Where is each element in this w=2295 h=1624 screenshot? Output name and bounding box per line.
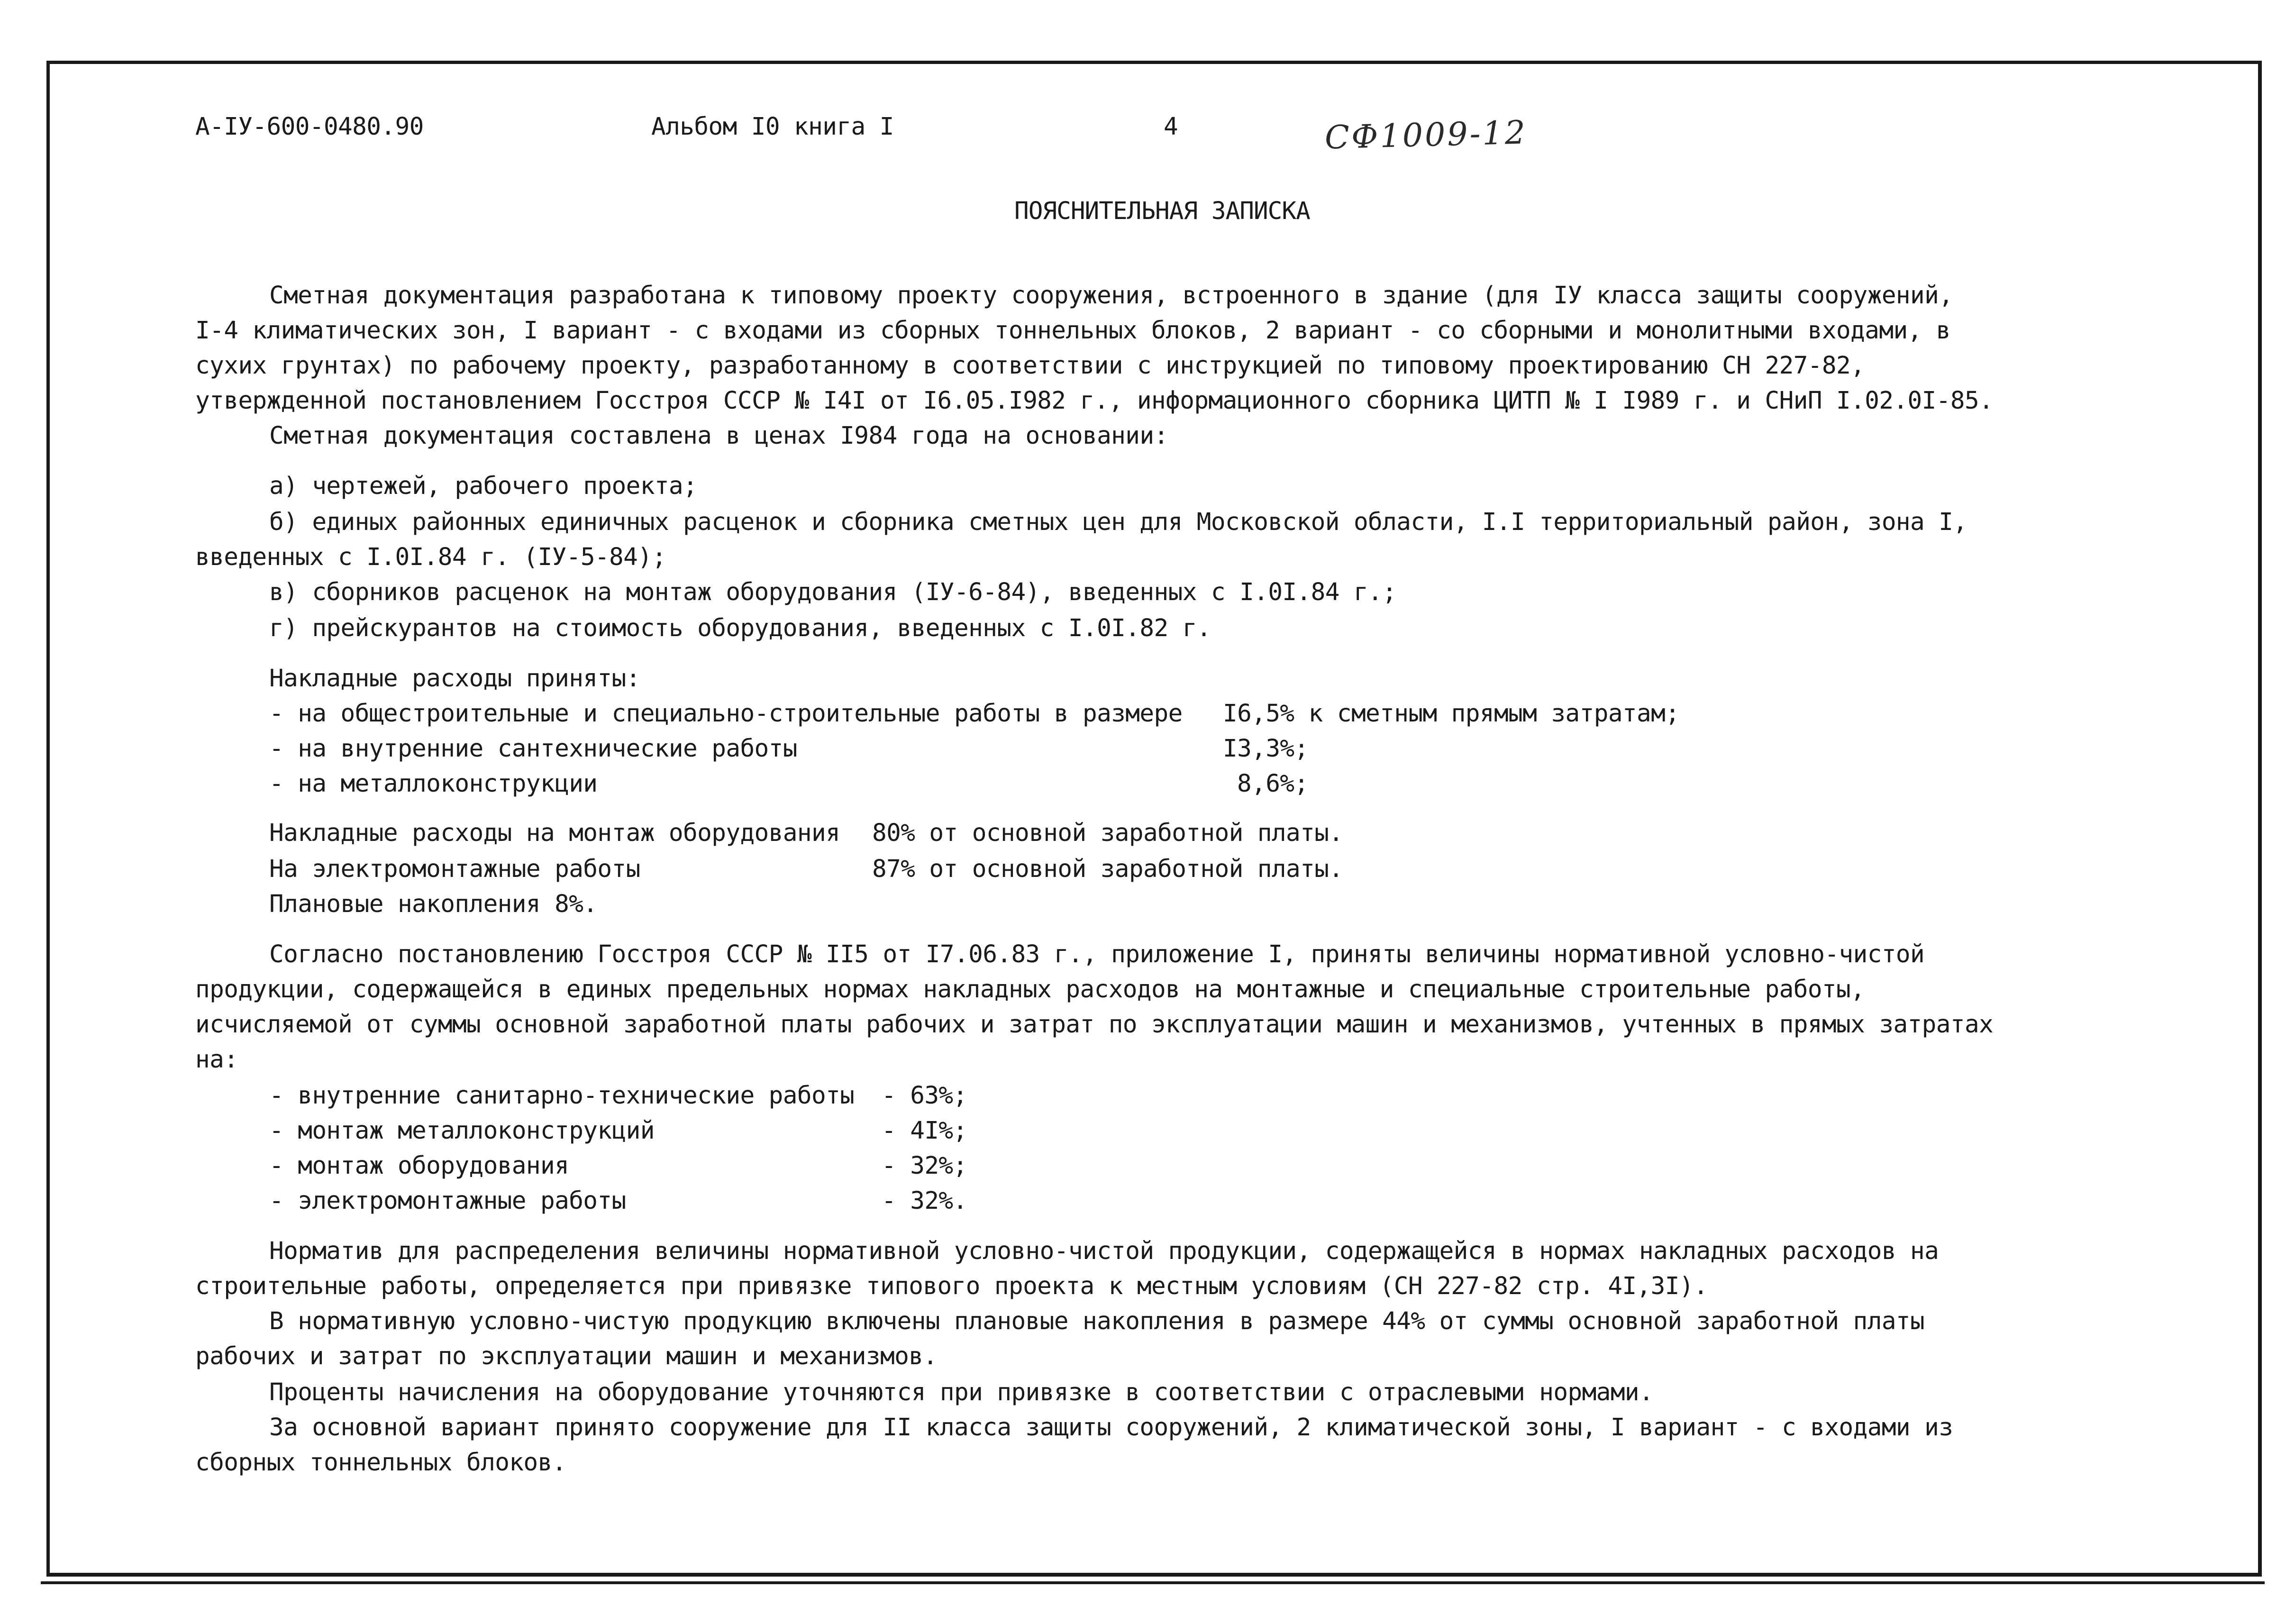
- list-item-b-line2: введенных с I.0I.84 г. (IУ-5-84);: [195, 543, 666, 571]
- para5-line1: В нормативную условно-чистую продукцию включены плановые накопления в размере 44% от суммы основной заработной платы: [269, 1307, 1925, 1335]
- album-info: Альбом I0 книга I: [651, 113, 894, 141]
- list-item-b-line1: б) единых районных единичных расценок и сборника сметных цен для Московской области, I.I территориальный район, зона I,: [269, 508, 1967, 536]
- overhead-row-value: I3,3%;: [1223, 735, 1309, 763]
- norm-value: - 4I%;: [882, 1117, 967, 1145]
- list-item-g: г) прейскурантов на стоимость оборудования, введенных с I.0I.82 г.: [269, 614, 1211, 642]
- norm-value: - 32%.: [882, 1187, 967, 1215]
- install-row-label: Накладные расходы на монтаж оборудования: [269, 819, 840, 847]
- para4-line2: строительные работы, определяется при привязке типового проекта к местным условиям (СН 227-82 стр. 4I,3I).: [195, 1272, 1708, 1300]
- planned-savings: Плановые накопления 8%.: [269, 890, 598, 918]
- install-row-value: 80% от основной заработной платы.: [872, 819, 1343, 847]
- para1-line3: сухих грунтах) по рабочему проекту, разработанному в соответствии с инструкцией по типовому проектированию СН 227-82,: [195, 352, 1865, 380]
- para3-line1: Согласно постановлению Госстроя СССР № II5 от I7.06.83 г., приложение I, приняты величины нормативной условно-чистой: [269, 940, 1925, 968]
- norm-label: - электромонтажные работы: [269, 1187, 626, 1215]
- para3-line4: на:: [195, 1046, 238, 1074]
- overhead-heading: Накладные расходы приняты:: [269, 665, 640, 693]
- para6: Проценты начисления на оборудование уточняются при привязке в соответствии с отраслевыми нормами.: [269, 1378, 1654, 1406]
- handwritten-stamp: СФ1009-12: [1324, 114, 1528, 157]
- para1-line2: I-4 климатических зон, I вариант - с входами из сборных тоннельных блоков, 2 вариант - со сборными и монолитными входами, в: [195, 317, 1950, 345]
- page-number: 4: [1164, 113, 1178, 141]
- norm-label: - монтаж оборудования: [269, 1152, 569, 1180]
- para1-line1: Сметная документация разработана к типовому проекту сооружения, встроенного в здание (для IУ класса защиты сооружений,: [269, 282, 1953, 310]
- overhead-row-value: 8,6%;: [1237, 770, 1309, 798]
- list-item-a: а) чертежей, рабочего проекта;: [269, 472, 698, 500]
- para4-line1: Норматив для распределения величины нормативной условно-чистой продукции, содержащейся в нормах накладных расходов на: [269, 1237, 1939, 1265]
- norm-label: - монтаж металлоконструкций: [269, 1117, 655, 1145]
- overhead-row-label: - на металлоконструкции: [269, 770, 598, 798]
- para1-line4: утвержденной постановлением Госстроя СССР № I4I от I6.05.I982 г., информационного сборника ЦИТП № I I989 г. и СНиП I.02.0I-85.: [195, 387, 1994, 415]
- bottom-rule: [41, 1581, 2265, 1584]
- para3-line2: продукции, содержащейся в единых предельных нормах накладных расходов на монтажные и специальные строительные работы,: [195, 976, 1865, 1004]
- norm-label: - внутренние санитарно-технические работы: [269, 1082, 855, 1110]
- para3-line3: исчисляемой от суммы основной заработной платы рабочих и затрат по эксплуатации машин и механизмов, учтенных в прямых затратах: [195, 1011, 1994, 1039]
- para2: Сметная документация составлена в ценах I984 года на основании:: [269, 422, 1168, 450]
- norm-value: - 63%;: [882, 1082, 967, 1110]
- install-row-value: 87% от основной заработной платы.: [872, 855, 1343, 883]
- list-item-v: в) сборников расценок на монтаж оборудования (IУ-6-84), введенных с I.0I.84 г.;: [269, 578, 1397, 606]
- overhead-row-value: I6,5% к сметным прямым затратам;: [1223, 700, 1680, 728]
- overhead-row-label: - на внутренние сантехнические работы: [269, 735, 797, 763]
- install-row-label: На электромонтажные работы: [269, 855, 640, 883]
- page-title: ПОЯСНИТЕЛЬНАЯ ЗАПИСКА: [1014, 197, 1310, 225]
- para7-line2: сборных тоннельных блоков.: [195, 1449, 566, 1477]
- para5-line2: рабочих и затрат по эксплуатации машин и механизмов.: [195, 1342, 938, 1370]
- norm-value: - 32%;: [882, 1152, 967, 1180]
- para7-line1: За основной вариант принято сооружение для II класса защиты сооружений, 2 климатической зоны, I вариант - с входами из: [269, 1414, 1953, 1442]
- overhead-row-label: - на общестроительные и специально-строительные работы в размере: [269, 700, 1183, 728]
- document-code: А-IУ-600-0480.90: [195, 113, 424, 141]
